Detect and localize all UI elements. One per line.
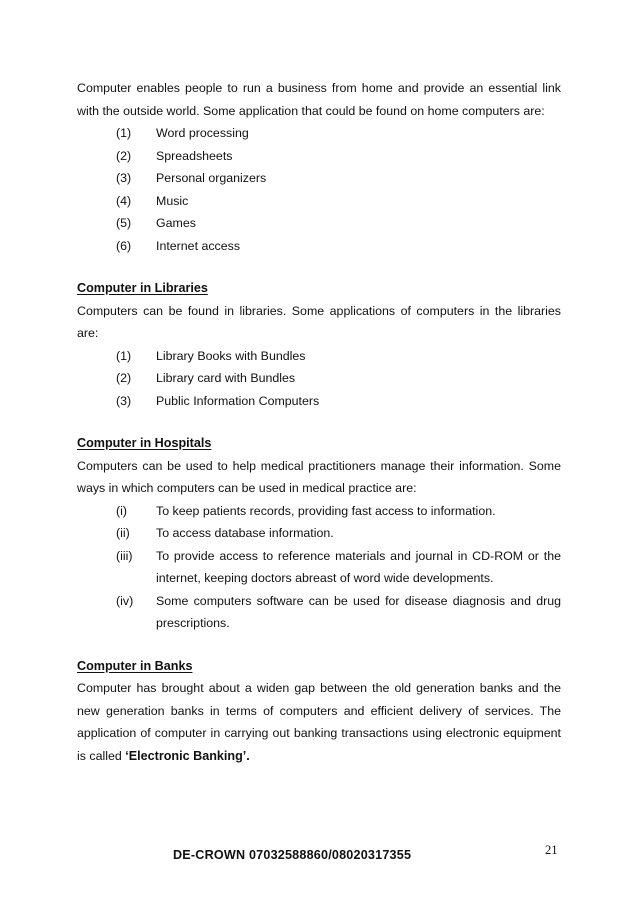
list-item [77, 145, 561, 168]
list-item [77, 390, 561, 413]
list-item-number: (3) [116, 171, 132, 185]
list-item [77, 345, 561, 368]
list-item [77, 545, 561, 590]
list-item-text: To access database information. [156, 526, 334, 540]
list-item [77, 522, 561, 545]
libraries-paragraph: Computers can be found in libraries. Some applications of computers in the libraries are: [77, 303, 561, 340]
list-item-text: Public Information Computers [156, 393, 320, 408]
section-heading-banks: Computer in Banks [77, 658, 193, 673]
list-item-number: (i) [116, 503, 128, 518]
home-applications-list [77, 122, 561, 257]
list-item [77, 190, 561, 213]
list-item-number: (5) [116, 216, 132, 230]
list-item [77, 212, 561, 235]
hospitals-paragraph: Computers can be used to help medical practitioners manage their information. Some ways in which computers can be used in medical practice are: [77, 458, 561, 495]
footer-contact: DE-CROWN 07032588860/08020317355 [173, 848, 412, 862]
list-item-number: (6) [116, 238, 132, 253]
list-item [77, 590, 561, 635]
section-heading-hospitals: Computer in Hospitals [77, 436, 212, 450]
section-heading-libraries: Computer in Libraries [77, 281, 208, 295]
list-item-number: (3) [116, 393, 132, 408]
list-item [77, 122, 561, 145]
list-item-number: (iii) [116, 548, 133, 563]
list-item-text: Games [156, 216, 196, 230]
electronic-banking-term: ‘Electronic Banking’. [125, 748, 250, 763]
list-item-text: Internet access [156, 238, 241, 253]
list-item-text: To keep patients records, providing fast access to information. [156, 503, 496, 518]
page-number: 21 [545, 843, 558, 857]
list-item-number: (ii) [116, 526, 130, 540]
list-item-text: Personal organizers [156, 171, 267, 185]
list-item-text: Word processing [156, 126, 249, 140]
list-item-text: Spreadsheets [156, 148, 233, 163]
intro-paragraph: Computer enables people to run a business from home and provide an essential link with the outside world. Some application that could be found on home computers are: [77, 81, 561, 118]
list-item [77, 500, 561, 523]
list-item-text: To provide access to reference materials and journal in CD-ROM or the internet, keeping doctors abreast of word wide developments. [156, 548, 561, 585]
list-item-number: (iv) [116, 593, 134, 608]
list-item-number: (2) [116, 371, 132, 385]
list-item [77, 367, 561, 390]
list-item-text: Library card with Bundles [156, 371, 296, 385]
list-item-text: Some computers software can be used for disease diagnosis and drug prescriptions. [156, 593, 561, 630]
list-item-number: (1) [116, 348, 132, 363]
list-item [77, 167, 561, 190]
page-content [77, 77, 561, 767]
list-item-number: (1) [116, 126, 132, 140]
hospitals-applications-list [77, 500, 561, 635]
list-item [77, 235, 561, 258]
list-item-text: Music [156, 193, 189, 208]
libraries-applications-list [77, 345, 561, 413]
list-item-number: (2) [116, 148, 132, 163]
list-item-text: Library Books with Bundles [156, 348, 306, 363]
list-item-number: (4) [116, 193, 132, 208]
banks-paragraph [77, 677, 561, 767]
banks-paragraph-text: Computer has brought about a widen gap between the old generation banks and the new generation banks in terms of computers and efficient delivery of services. The application of computer in carrying out banking transactions using electronic equipment is called [77, 681, 561, 763]
